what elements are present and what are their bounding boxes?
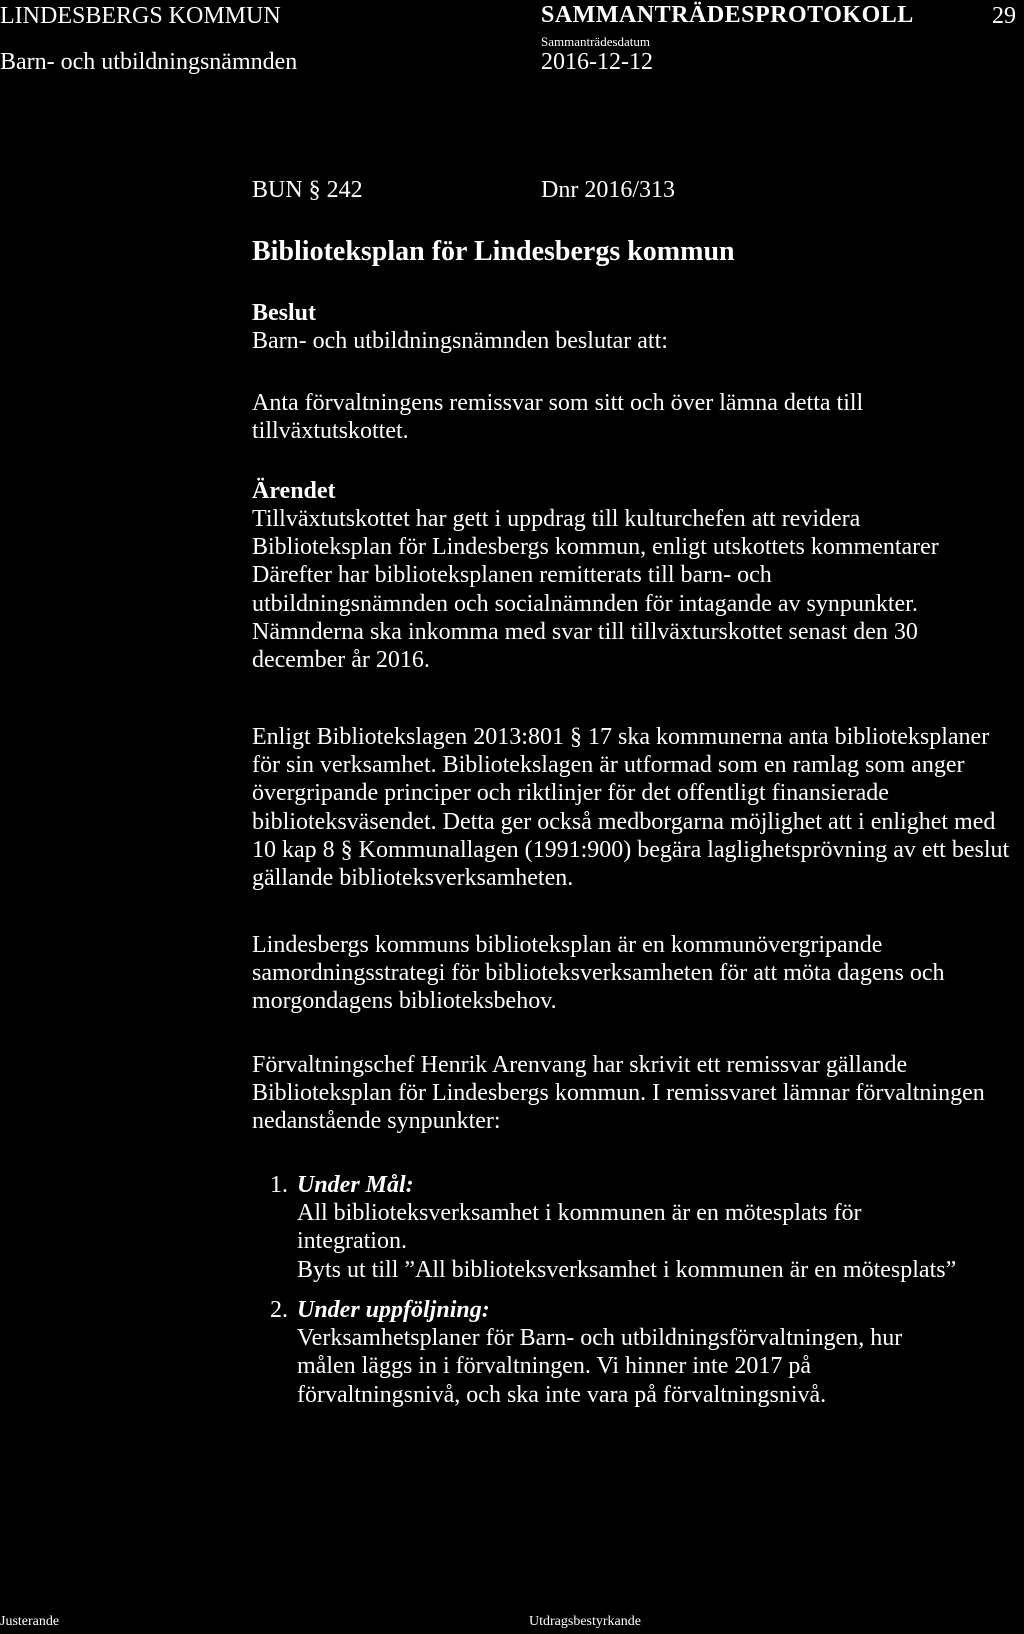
matter-heading: Ärendet [252, 478, 336, 504]
date-label: Sammanträdesdatum [541, 34, 651, 49]
matter-paragraph-2: Enligt Bibliotekslagen 2013:801 § 17 ska kommunerna anta biblioteksplaner för sin verksamhet. Bibliotekslagen är utformad som en ramlag som anger övergripande principer och riktlinjer för det offentligt finansierade biblioteksväsendet. Detta ger också medborgarna möjlighet att i enlighet med 10 kap 8 § Kommunallagen (1991:900) begära laglighetsprövning av ett beslut gällande biblioteksverksamheten. [252, 724, 1010, 892]
decision-heading: Beslut [252, 300, 317, 326]
meeting-date: 2016-12-12 [541, 49, 653, 75]
case-paragraph: BUN § 242 [252, 177, 363, 203]
matter-section [252, 477, 1012, 674]
case-dnr: Dnr 2016/313 [541, 177, 675, 203]
list-item-heading: Under uppföljning: [297, 1297, 490, 1323]
decision-section [252, 299, 1012, 355]
org-name: LINDESBERGS KOMMUN [0, 3, 281, 29]
department-name: Barn- och utbildningsnämnden [0, 49, 298, 75]
case-title: Biblioteksplan för Lindesbergs kommun [252, 236, 735, 267]
list-item-text: Verksamhetsplaner för Barn- och utbildningsförvaltningen, hur målen läggs in i förvaltningen. Vi hinner inte 2017 på förvaltningsnivå, och ska inte vara på förvaltningsnivå. [297, 1325, 903, 1408]
document-type: SAMMANTRÄDESPROTOKOLL [541, 2, 914, 28]
footer-utdragsbestyrkande: Utdragsbestyrkande [529, 1614, 641, 1629]
list-item-text: All biblioteksverksamhet i kommunen är en mötesplats för integration. Byts ut till ”All biblioteksverksamhet i kommunen är en mötesplats” [297, 1200, 957, 1283]
list-item-heading: Under Mål: [297, 1172, 414, 1198]
decision-intro: Barn- och utbildningsnämnden beslutar att: [252, 328, 668, 354]
page-number: 29 [992, 3, 1016, 29]
matter-paragraph-1: Tillväxtutskottet har gett i uppdrag till kulturchefen att revidera Biblioteksplan för Lindesbergs kommun, enligt utskottets kommentarer Därefter har biblioteksplanen remitterats till barn- och utbildningsnämnden och socialnämnden för intagande av synpunkter. Nämnderna ska inkomma med svar till tillväxturskottet senast den 30 december år 2016. [252, 506, 939, 674]
matter-paragraph-3: Lindesbergs kommuns biblioteksplan är en kommunövergripande samordningsstrategi för biblioteksverksamheten för att möta dagens och morgondagens biblioteksbehov. [252, 932, 945, 1015]
list-item-number: 1. [270, 1172, 288, 1198]
decision-text: Anta förvaltningens remissvar som sitt och över lämna detta till tillväxtutskottet. [252, 390, 864, 445]
matter-paragraph-4: Förvaltningschef Henrik Arenvang har skrivit ett remissvar gällande Biblioteksplan för Lindesbergs kommun. I remissvaret lämnar förvaltningen nedanstående synpunkter: [252, 1052, 985, 1135]
list-item-number: 2. [270, 1297, 288, 1323]
footer-justerande: Justerande [0, 1614, 60, 1629]
